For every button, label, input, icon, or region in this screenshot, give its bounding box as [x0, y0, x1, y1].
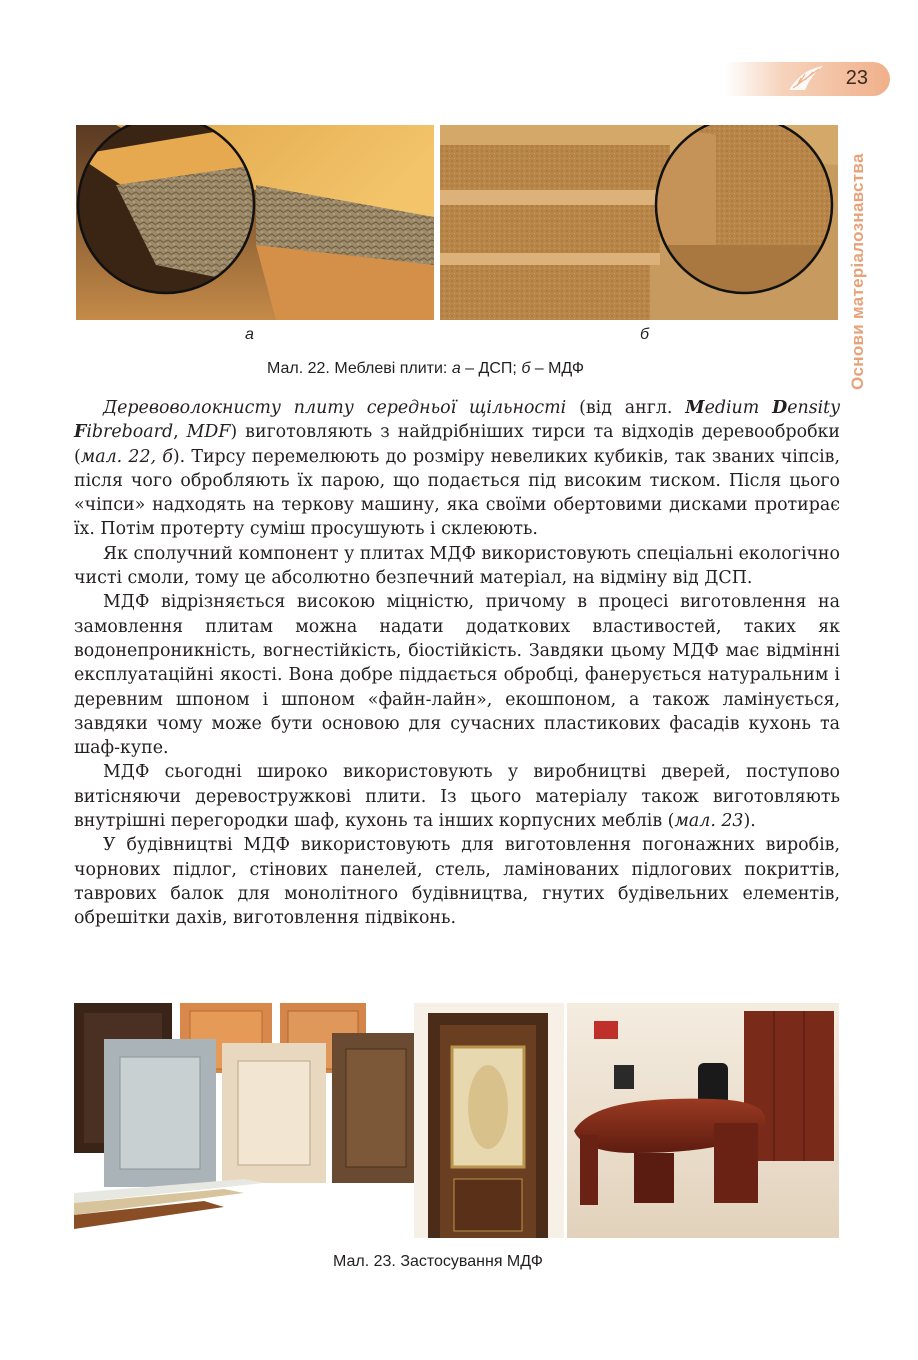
figure-22-label-b: б [640, 326, 649, 343]
page-number-tab [725, 62, 890, 96]
page-number: 23 [845, 67, 868, 89]
paragraph-1: Деревоволокнисту плиту середньої щільності (від англ. Medium Density Fibreboard, MDF) виготовляють з найдрібніших тирси та відходів деревообробки (мал. 22, б). Тирсу перемелюють до розміру невеликих кубиків, так званих чіпсів, після чого обробляють їх парою, що подається під високим тиском. Після цього «чіпси» надходять на теркову машину, яка своїми обертовими дисками протирає їх. Потім протерту суміш просушують і склеюють. [74, 398, 840, 540]
paragraph-5: У будівництві МДФ використовують для виготовлення погонажних виробів, чорнових підлог, стінових панелей, стель, ламінованих підлогових покриттів, таврових балок для монолітного будівництва, гнутих будівельних елементів, обрешітки дахів, виготовлення підвіконь. [74, 835, 840, 929]
figure-22-caption: Мал. 22. Меблеві плити: а – ДСП; б – МДФ [267, 360, 585, 377]
figure-22-label-a: а [245, 326, 254, 343]
boards-illustration [76, 125, 838, 320]
mdf-applications-illustration [74, 1003, 839, 1238]
leaf-decoration-icon [785, 64, 825, 94]
paragraph-4: МДФ сьогодні широко використовують у виробництві дверей, поступово витісняючи деревостружкові плити. Із цього матеріалу також виготовляють внутрішні перегородки шаф, кухонь та інших корпусних меблів (мал. 23). [74, 762, 840, 832]
body-text [74, 396, 840, 931]
figure-22-image [76, 125, 838, 320]
paragraph-3: МДФ відрізняється високою міцністю, причому в процесі виготовлення на замовлення плитам можна надати додаткових властивостей, таких як водонепроникність, вогнестійкість, біостійкість. Завдяки цьому МДФ має відмінні експлуатаційні якості. Вона добре піддається обробці, фанерується натуральним і деревним шпоном і шпоном «файн-лайн», екошпоном, а також ламінується, завдяки чому може бути основою для сучасних пластикових фасадів кухонь та шаф-купе. [74, 592, 840, 759]
paragraph-2: Як сполучний компонент у плитах МДФ використовують спеціальні екологічно чисті смоли, тому це абсолютно безпечний матеріал, на відміну від ДСП. [74, 543, 840, 589]
figure-23-caption: Мал. 23. Застосування МДФ [333, 1253, 543, 1270]
figure-23-image [74, 1003, 839, 1238]
section-side-label: Основи матеріалознавства [848, 153, 867, 390]
